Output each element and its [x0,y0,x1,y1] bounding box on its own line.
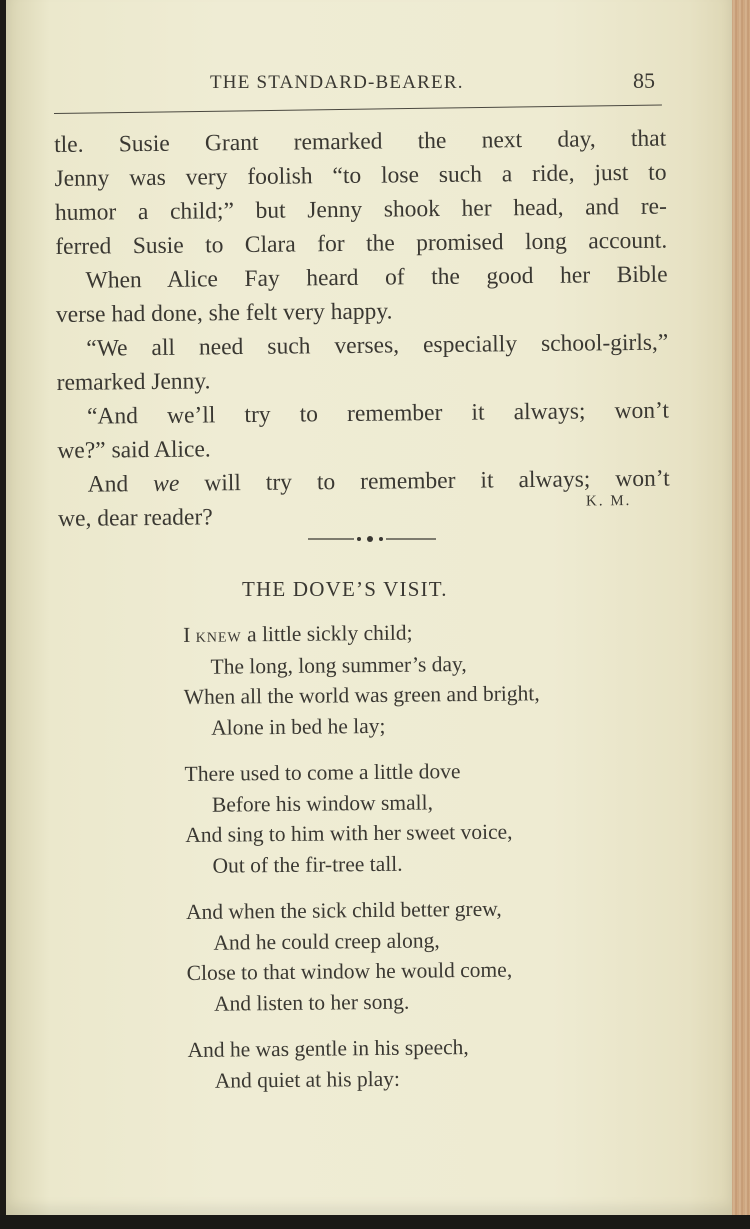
poem-first-rest: a little sickly child; [241,620,413,647]
prose-line: “We all need such verses, especially school-girls,” [86,329,669,362]
poem-line: And he was gentle in his speech, [187,1035,469,1062]
page-number: 85 [633,68,655,93]
prose-line: remarked Jenny. [56,368,211,396]
poem-first-word: I [183,622,196,647]
poem-line: And he could creep along, [213,927,440,955]
prose-line: tle. Susie Grant remarked the next day, that [54,125,667,158]
poem-stanza [187,1030,648,1096]
running-title: THE STANDARD-BEARER. [210,72,464,93]
prose-closing-line [58,462,670,502]
poem-line: Before his window small, [211,789,433,817]
poem-first-smallcaps: knew [195,624,242,647]
poem-line: Close to that window he would come, [186,957,513,985]
divider-dot [379,537,383,541]
poem-title: THE DOVE’S VISIT. [242,577,448,601]
closing-suffix: will try to remember it always; won’t [179,465,670,497]
poem-stanza [186,892,647,1019]
prose-line: we?” said Alice. [57,436,211,464]
poem-line: And sing to him with her sweet voice, [185,819,513,847]
poem-stanza [184,754,645,881]
scan-bottom-border [0,1215,750,1229]
divider-dot [367,536,373,542]
poem-line: And listen to her song. [213,989,410,1016]
divider-dot [357,537,361,541]
prose-line: humor a child;” but Jenny shook her head, and re- [54,193,667,226]
prose-line: Jenny was very foolish “to lose such a ride, just to [54,159,667,192]
section-divider-ornament [306,535,438,543]
closing-emphasis: we [153,470,180,497]
closing-prefix: And [87,470,154,498]
poem-line: The long, long summer’s day, [210,651,467,679]
author-signoff: K. M. [585,492,632,510]
prose-block [54,122,670,536]
header-rule [54,105,662,114]
poem-stanza [183,615,644,743]
prose-line: verse had done, she felt very happy. [55,298,393,328]
prose-line: When Alice Fay heard of the good her Bible [85,261,668,294]
poem-line: There used to come a little dove [184,759,461,786]
poem-line: Out of the fir-tree tall. [212,851,403,878]
poem-line: When all the world was green and bright, [183,681,540,709]
poem-body [183,615,648,1112]
book-page [6,0,732,1215]
prose-line: “And we’ll try to remember it always; won’t [86,397,670,430]
poem-line: And when the sick child better grew, [185,896,502,924]
poem-line: Alone in bed he lay; [210,713,386,740]
poem-line [183,615,643,651]
prose-final-line: we, dear reader? [57,504,213,532]
poem-line: And quiet at his play: [214,1066,401,1093]
page-edge [732,0,750,1229]
prose-line: ferred Susie to Clara for the promised long account. [55,227,668,260]
